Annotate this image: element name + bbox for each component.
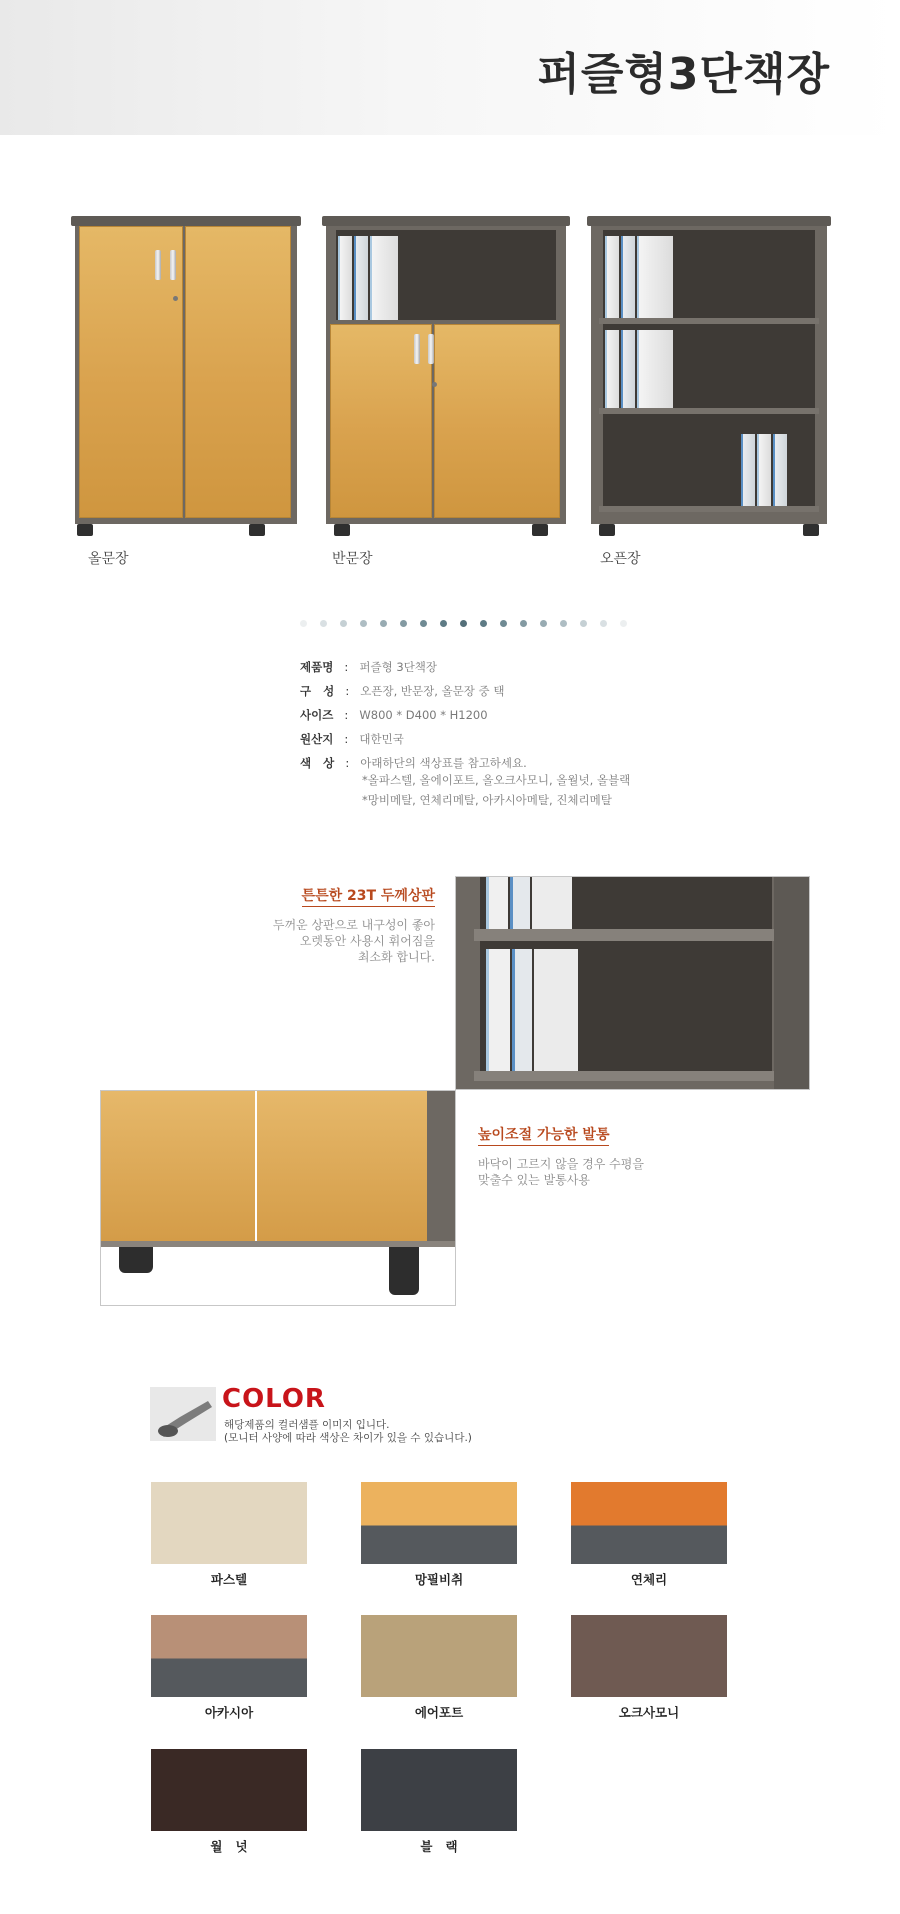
- feature-title-leveling-foot: 높이조절 가능한 발통: [478, 1127, 609, 1146]
- color-swatch-label: 블 랙: [420, 1839, 458, 1854]
- color-swatch-label: 에어포트: [414, 1705, 464, 1720]
- color-swatch: [151, 1749, 307, 1831]
- feature-desc-line: 오렛동안 사용시 휘어짐을: [299, 934, 435, 948]
- feature-title-top-board: 튼튼한 23T 두께상판: [302, 888, 435, 907]
- color-swatch: [361, 1482, 517, 1564]
- divider-dot: [320, 620, 327, 627]
- divider-dot: [580, 620, 587, 627]
- product-label-half-door: 반문장: [332, 551, 373, 567]
- divider-dot: [540, 620, 547, 627]
- divider-dot: [560, 620, 567, 627]
- color-swatch: [361, 1615, 517, 1697]
- page-title: 퍼즐형3단책장: [537, 49, 830, 100]
- color-swatch-label: 아카시아: [204, 1705, 254, 1720]
- color-swatch: [151, 1615, 307, 1697]
- feature-top-board: [210, 885, 435, 965]
- spec-key-origin: 원산지: [300, 732, 334, 746]
- spec-key-color: 색 상: [300, 756, 335, 770]
- header-band: [0, 0, 900, 135]
- feature-desc-line: 최소화 합니다.: [357, 950, 435, 964]
- spec-value-color: 아래하단의 색상표를 참고하세요.: [360, 756, 527, 770]
- color-swatch: [361, 1749, 517, 1831]
- top-board-photo: [455, 876, 810, 1090]
- color-section-title: COLOR: [222, 1384, 326, 1414]
- cabinet-half-door-image: [326, 224, 566, 524]
- product-label-open: 오픈장: [600, 551, 641, 567]
- color-swatch-label: 파스텔: [210, 1572, 248, 1587]
- color-swatch-label: 연체리: [630, 1572, 668, 1587]
- spec-value-origin: 대한민국: [359, 732, 404, 746]
- divider-dot: [400, 620, 407, 627]
- divider-dot: [480, 620, 487, 627]
- color-swatch-label: 망필비취: [414, 1572, 464, 1587]
- color-swatch: [571, 1615, 727, 1697]
- dot-divider: [300, 620, 630, 630]
- color-swatch-label: 월 넛: [210, 1839, 248, 1854]
- spec-value-composition: 오픈장, 반문장, 올문장 중 택: [360, 684, 505, 698]
- color-note-line1: 해당제품의 컬러샘플 이미지 입니다.: [224, 1419, 390, 1431]
- cabinet-full-door-image: [75, 224, 297, 524]
- feature-leveling-foot: [478, 1124, 738, 1188]
- spec-key-composition: 구 성: [300, 684, 335, 698]
- feature-desc-line: 두꺼운 상판으로 내구성이 좋아: [272, 918, 435, 932]
- spec-key-name: 제품명: [300, 660, 334, 674]
- spec-value-color-line3: *망비메탈, 연체리메탈, 아카시아메탈, 진체리메탈: [362, 793, 612, 807]
- divider-dot: [380, 620, 387, 627]
- product-label-full-door: 올문장: [88, 551, 129, 567]
- divider-dot: [520, 620, 527, 627]
- divider-dot: [360, 620, 367, 627]
- divider-dot: [600, 620, 607, 627]
- spec-value-size: W800 * D400 * H1200: [359, 708, 488, 722]
- leveling-foot-photo: [100, 1090, 456, 1306]
- spec-key-size: 사이즈: [300, 708, 334, 722]
- spec-value-color-line2: *올파스텔, 올에이포트, 올오크사모니, 올월넛, 올블랙: [362, 773, 631, 787]
- color-note-line2: (모니터 사양에 따라 색상은 차이가 있을 수 있습니다.): [224, 1432, 472, 1444]
- divider-dot: [300, 620, 307, 627]
- divider-dot: [500, 620, 507, 627]
- color-section-note: [224, 1419, 472, 1445]
- divider-dot: [620, 620, 627, 627]
- feature-desc-line: 맞출수 있는 발통사용: [478, 1173, 590, 1187]
- divider-dot: [340, 620, 347, 627]
- divider-dot: [440, 620, 447, 627]
- feature-desc-line: 바닥이 고르지 않을 경우 수평을: [478, 1157, 644, 1171]
- color-swatch: [571, 1482, 727, 1564]
- color-swatch: [151, 1482, 307, 1564]
- divider-dot: [460, 620, 467, 627]
- color-swatch-label: 오크사모니: [618, 1705, 680, 1720]
- divider-dot: [420, 620, 427, 627]
- spec-value-name: 퍼즐형 3단책장: [359, 660, 438, 674]
- cabinet-open-image: [591, 224, 827, 524]
- color-icon: [150, 1387, 216, 1441]
